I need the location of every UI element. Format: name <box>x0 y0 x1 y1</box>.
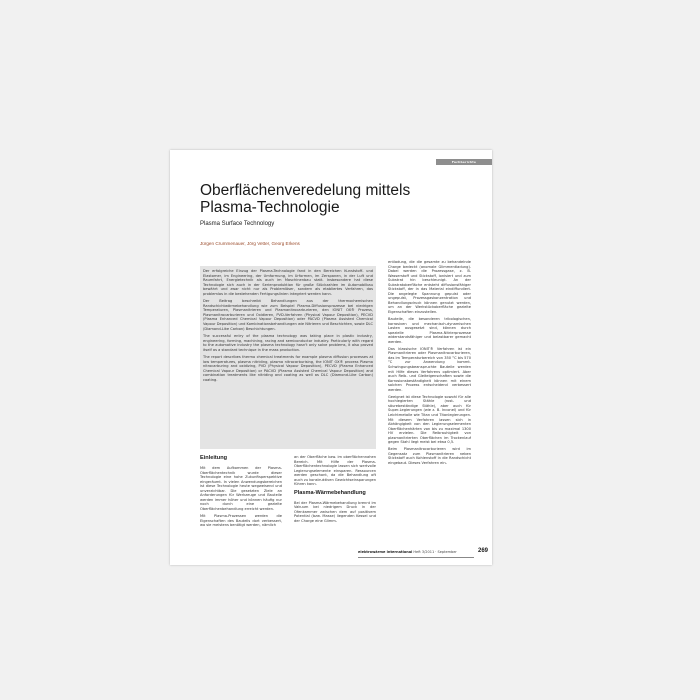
title-line-2: Plasma-Technologie <box>200 199 340 216</box>
abstract-box <box>200 266 376 449</box>
abstract-de-paragraph: Der Beitrag beschreibt Behandlungen aus der thermochemischen Randschichtwärmebehandlung wie zum Beispiel Plasma-Diffusionsprozesse bei niedrigen Temperaturen, Plasmanitrieren und Plasmanitrocarburieren, den IONIT OX® Prozess, Plasmanitrocarburieren und Oxidieren, PVD-Verfahren (Physical Vapour Deposition), PECVD (Plasma Enhanced Chemical Vapour Deposition) oder PACVD (Plasma Assisted Chemical Vapour Deposition) und Kombinationsbehandlungen wie Nitrieren und Beschichten, sowie DLC (Diamond-Like Carbon) Beschichtungen. <box>203 299 373 331</box>
journal-name: elektrowärme international <box>358 550 413 554</box>
body-paragraph: Das klassische IONIT® Verfahren ist ein Plasmanitrieren oder Plasmanitrocarburieren, das im Temperaturbereich von 350 °C bis 570 °C zur Anwendung kommt. Schwingungsbeanspruchte Bauteile werden mit Hilfe dieses Verfahrens optimiert. Aber auch Reib- und Gleiteigenschaften sowie die Korrosionsbeständigkeit können mit einem solchen Prozess entscheidend verbessert werden. <box>388 346 471 392</box>
body-paragraph: entladung, die die gesamte zu behandelnde Charge bedeckt (anomale Glimmentladung). Dabei werden die Prozessgase, z. B. Wasserstoff und Stickstoff, ionisiert und zum Substrat hin beschleunigt. An der Substratoberfläche entsteht diffusionsfähiger Stickstoff, der in das Material eindiffundiert. Die angelegte Spannung gepulst oder ungepulst, Prozessgaskonzentration und Behandlungsdruck können genutzt werden, um an der Werkstückoberfläche gezielte Eigenschaften einzustellen. <box>388 260 471 315</box>
journal-page <box>170 150 492 565</box>
article-subtitle: Plasma Surface Technology <box>200 221 275 227</box>
article-title <box>200 182 470 216</box>
abstract-en-paragraph: The report describes thermo chemical treatments for example plasma diffusion processes at low temperatures, plasma nitriding, plasma nitrocarburising, the IONIT OX® process Plasma nitrocarburing and oxidizing, PVD (Physical Vapour Deposition), PECVD (Plasma Enhanced Chemical Vapour Deposition) or PACVD (Plasma Assisted Chemical Vapour Deposition) and combination treatments like nitriding and coating as well as DLC (Diamond-Like Carbon) coating. <box>203 355 373 383</box>
body-paragraph: an der Oberfläche bzw. im oberflächennahen Bereich. Mit Hilfe der Plasma-Oberflächentechnologie lassen sich wertvolle Legierungselemente einsparen. Ressourcen werden geschont, da die Behandlung oft auch zu konstruktiven Gewichtseinsparungen führen kann. <box>294 455 376 487</box>
body-paragraph: Bei der Plasma-Wärmebehandlung brennt im Vakuum bei niedrigem Druck in der Ofenkammer zwischen dem auf positivem Potential (bzw. Masse) liegenden Kessel und der Charge eine Glimm- <box>294 500 376 524</box>
abstract-de-paragraph: Der erfolgreiche Einzug der Plasma-Technologie fand in den Bereichen Kunststoff- und Elastomer, im Engineering, der Umformung, im Urformen, im Zerspanen, in der Luft und Raumfahrt, Energietechnik als auch im Maschinenbau statt. Insbesondere hat diese Technologie sich auch in der Serienproduktion für große Stückzahlen im Automobilbau bewährt und zwar nicht nur als Problemlöser, sondern als etabliertes Verfahren, das problemlos in die bestehenden Fertigungslinien integriert werden kann. <box>203 269 373 296</box>
article-authors: Jürgen Crummenauer, Jörg Vetter, Georg Erkens <box>200 241 300 246</box>
body-paragraph: Mit Plasma-Prozessen werden die Eigenschaften des Bauteils dort verbessert, wo sie meistens benötigt werden, nämlich <box>200 513 282 528</box>
body-paragraph: Beim Plasmanitrocarburieren wird im Gegensatz zum Plasmanitrieren neben Stickstoff auch Kohlenstoff in die Randschicht eingebaut. Dieses Verfahren ein- <box>388 447 471 465</box>
body-paragraph: Bauteile, die besonderen tribologischen, korrosiven und mechanisch-dynamischen Lasten ausgesetzt sind, können durch spezielle Plasma-Nitrierprozesse widerstandsfähiger und belastbarer gemacht werden. <box>388 317 471 344</box>
abstract-en-paragraph: The successful entry of the plasma technology was taking place in plastic industry, engineering, forming, machining, racing and semiconductor industry. Particularly with regard to the automotive industry the plasma technology hasn't only solve problems, it also proved itself as a standard technique in the mass production. <box>203 334 373 352</box>
body-paragraph: Geeignet ist diese Technologie sowohl für alle hochlegierten Stähle (rost- und säurebeständige Stähle), aber auch für Super-Legierungen (wie z. B. Inconel) und für Leichtmetalle wie Titan und Titanlegierungen. Mit diesem Verfahren lassen sich in Abhängigkeit von den Legierungselementen Oberflächenhärten von bis zu maximal 1300 HV erzielen. Die Reibrauhigkeit von plasmanitrierten Oberflächen im Trockenlauf gegen Stahl liegt meist bei etwa 0,5. <box>388 394 471 445</box>
page-number: 269 <box>477 548 488 554</box>
body-column-1 <box>200 452 282 552</box>
body-column-2 <box>294 455 376 555</box>
section-badge: Fachberichte <box>436 159 492 165</box>
body-column-3 <box>388 260 471 550</box>
title-line-1: Oberflächenveredelung mittels <box>200 182 411 199</box>
page-footer <box>358 550 488 558</box>
issue-info: Heft 3/2011 · September <box>413 550 457 554</box>
section-heading-einleitung: Einleitung <box>200 455 228 461</box>
footer-rule <box>358 557 474 558</box>
section-heading-plasma-waermebehandlung: Plasma-Wärmebehandlung <box>294 489 366 496</box>
body-paragraph: Mit dem Aufkommen der Plasma-Oberflächentechnik wurde dieser Technologie eine hohe Zukunftsperspektive eingeräumt. In vielen Anwendungsbereichen ist diese Technologie heute wegweisend und unverzichtbar. Die gesetzten Ziele an Anforderungen für Werkzeuge und Bauteile werden immer höher und können häufig nur noch durch eine gezielte Oberflächenbehandlung erreicht werden. <box>200 466 282 511</box>
